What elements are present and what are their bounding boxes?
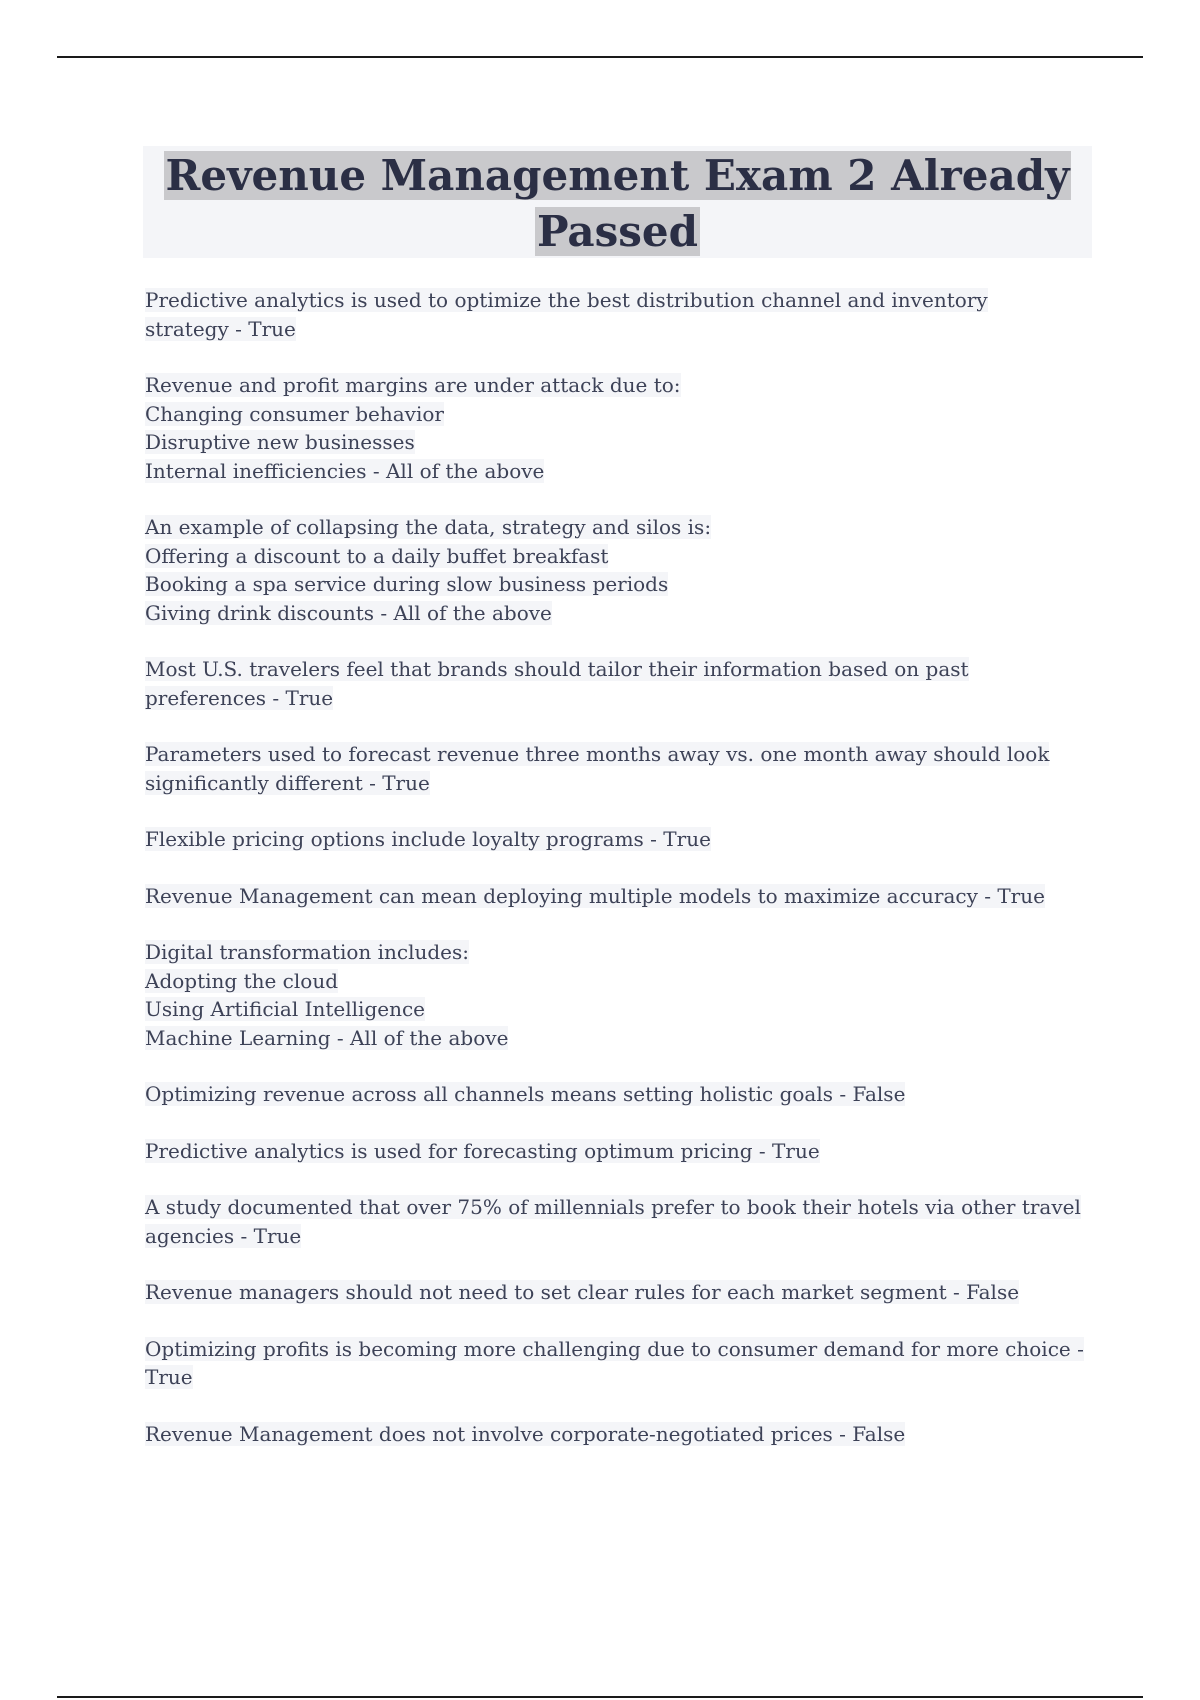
qa-option [145, 457, 1085, 486]
qa-option [145, 428, 1085, 457]
qa-text: Optimizing profits is becoming more challenging due to consumer demand for more choice - True [145, 1336, 1084, 1389]
qa-text: Revenue Management can mean deploying multiple models to maximize accuracy - True [145, 883, 1045, 908]
qa-option [145, 995, 1085, 1024]
qa-item [145, 1080, 1085, 1109]
qa-option-text: Machine Learning - All of the above [145, 1025, 509, 1050]
page-title [143, 146, 1092, 260]
qa-text: Digital transformation includes: [145, 940, 470, 964]
qa-text: Revenue and profit margins are under attack due to: [145, 373, 681, 397]
qa-question [145, 882, 1085, 911]
footer-rule [57, 1696, 1143, 1698]
qa-item [145, 1193, 1085, 1250]
qa-option-text: Internal inefficiencies - All of the above [145, 458, 545, 483]
qa-question [145, 1137, 1085, 1166]
qa-question [145, 1193, 1085, 1250]
qa-option [145, 542, 1085, 571]
question-list [145, 286, 1085, 1476]
qa-line [145, 286, 1085, 315]
qa-text: An example of collapsing the data, strategy and silos is: [145, 515, 712, 539]
qa-question [145, 740, 1085, 797]
qa-text: Flexible pricing options include loyalty programs - True [145, 827, 711, 851]
qa-question [145, 938, 1085, 967]
qa-option [145, 599, 1085, 628]
qa-option [145, 400, 1085, 429]
qa-text: A study documented that over 75% of millennials prefer to book their hotels via other travel agencies - True [145, 1195, 1081, 1248]
qa-option-text: Offering a discount to a daily buffet breakfast [145, 543, 609, 568]
qa-option-text: Changing consumer behavior [145, 401, 444, 426]
qa-text: Predictive analytics is used for forecasting optimum pricing - True [145, 1138, 820, 1163]
qa-option-text: Using Artificial Intelligence [145, 997, 426, 1021]
qa-text: Parameters used to forecast revenue three months away vs. one month away should look significantly different - True [145, 742, 1050, 795]
qa-text: Revenue Management does not involve corporate-negotiated prices - False [145, 1421, 906, 1446]
qa-question [145, 1335, 1085, 1392]
title-line-1: Revenue Management Exam 2 Already [165, 151, 1070, 200]
qa-item [145, 513, 1085, 627]
qa-question [145, 655, 1085, 712]
qa-item [145, 1137, 1085, 1166]
qa-option-text: Giving drink discounts - All of the above [145, 600, 552, 625]
qa-question [145, 513, 1085, 542]
title-block [143, 146, 1092, 258]
qa-option [145, 1024, 1085, 1053]
title-line-2: Passed [536, 207, 699, 256]
qa-option-text: Booking a spa service during slow business periods [145, 572, 669, 596]
qa-item [145, 1335, 1085, 1392]
qa-question [145, 1080, 1085, 1109]
qa-item [145, 938, 1085, 1052]
qa-line [145, 315, 1085, 344]
qa-question [145, 371, 1085, 400]
qa-text-part: strategy - True [145, 316, 296, 341]
qa-item [145, 1278, 1085, 1307]
qa-question [145, 1278, 1085, 1307]
qa-item [145, 882, 1085, 911]
qa-option [145, 967, 1085, 996]
qa-item [145, 655, 1085, 712]
qa-question [145, 1420, 1085, 1449]
qa-item [145, 286, 1085, 343]
qa-option [145, 570, 1085, 599]
qa-option-text: Disruptive new businesses [145, 430, 415, 454]
qa-option-text: Adopting the cloud [145, 968, 338, 993]
qa-item [145, 371, 1085, 485]
qa-text-part: Predictive analytics is used to optimize the best distribution channel and inventory [145, 288, 988, 312]
qa-question [145, 825, 1085, 854]
header-rule [57, 56, 1143, 58]
qa-text: Optimizing revenue across all channels means setting holistic goals - False [145, 1082, 906, 1106]
qa-item [145, 825, 1085, 854]
qa-text: Revenue managers should not need to set clear rules for each market segment - False [145, 1280, 1020, 1304]
qa-item [145, 1420, 1085, 1449]
qa-item [145, 740, 1085, 797]
qa-text: Most U.S. travelers feel that brands should tailor their information based on past preferences - True [145, 657, 969, 710]
